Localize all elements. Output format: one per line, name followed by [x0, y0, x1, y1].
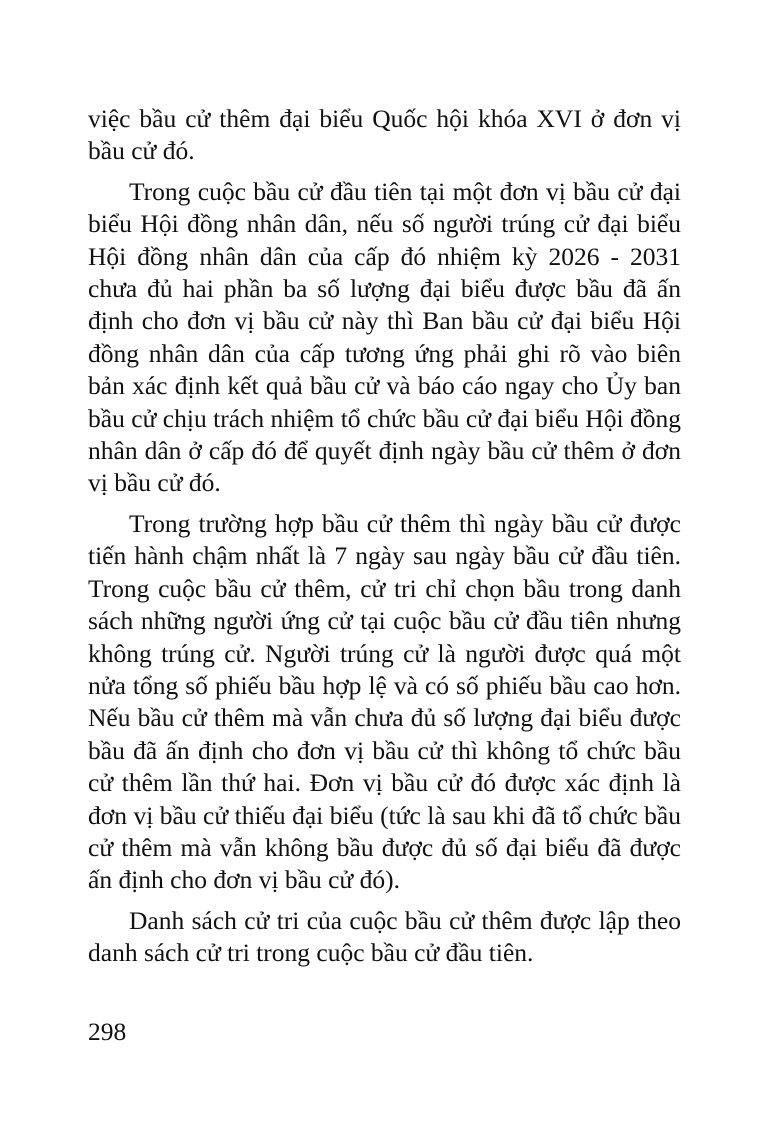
page-body: [88, 103, 681, 978]
paragraph-continued: việc bầu cử thêm đại biểu Quốc hội khóa XVI ở đơn vị bầu cử đó.: [88, 104, 681, 166]
page-number: 298: [88, 1017, 127, 1046]
paragraph-council-first-election: Trong cuộc bầu cử đầu tiên tại một đơn vị bầu cử đại biểu Hội đồng nhân dân, nếu số người trúng cử đại biểu Hội đồng nhân dân của cấp đó nhiệm kỳ 2026 - 2031 chưa đủ hai phần ba số lượng đại biểu được bầu đã ấn định cho đơn vị bầu cử này thì Ban bầu cử đại biểu Hội đồng nhân dân của cấp tương ứng phải ghi rõ vào biên bản xác định kết quả bầu cử và báo cáo ngay cho Ủy ban bầu cử chịu trách nhiệm tổ chức bầu cử đại biểu Hội đồng nhân dân ở cấp đó để quyết định ngày bầu cử thêm ở đơn vị bầu cử đó.: [88, 176, 681, 498]
paragraph-additional-election: Trong trường hợp bầu cử thêm thì ngày bầu cử được tiến hành chậm nhất là 7 ngày sau ngày bầu cử đầu tiên. Trong cuộc bầu cử thêm, cử tri chỉ chọn bầu trong danh sách những người ứng cử tại cuộc bầu cử đầu tiên nhưng không trúng cử. Người trúng cử là người được quá một nửa tổng số phiếu bầu hợp lệ và có số phiếu bầu cao hơn. Nếu bầu cử thêm mà vẫn chưa đủ số lượng đại biểu được bầu đã ấn định cho đơn vị bầu cử thì không tổ chức bầu cử thêm lần thứ hai. Đơn vị bầu cử đó được xác định là đơn vị bầu cử thiếu đại biểu (tức là sau khi đã tổ chức bầu cử thêm mà vẫn không bầu được đủ số đại biểu đã được ấn định cho đơn vị bầu cử đó).: [88, 508, 681, 895]
paragraph-voter-list: Danh sách cử tri của cuộc bầu cử thêm được lập theo danh sách cử tri trong cuộc bầu cử đầu tiên.: [88, 905, 681, 968]
